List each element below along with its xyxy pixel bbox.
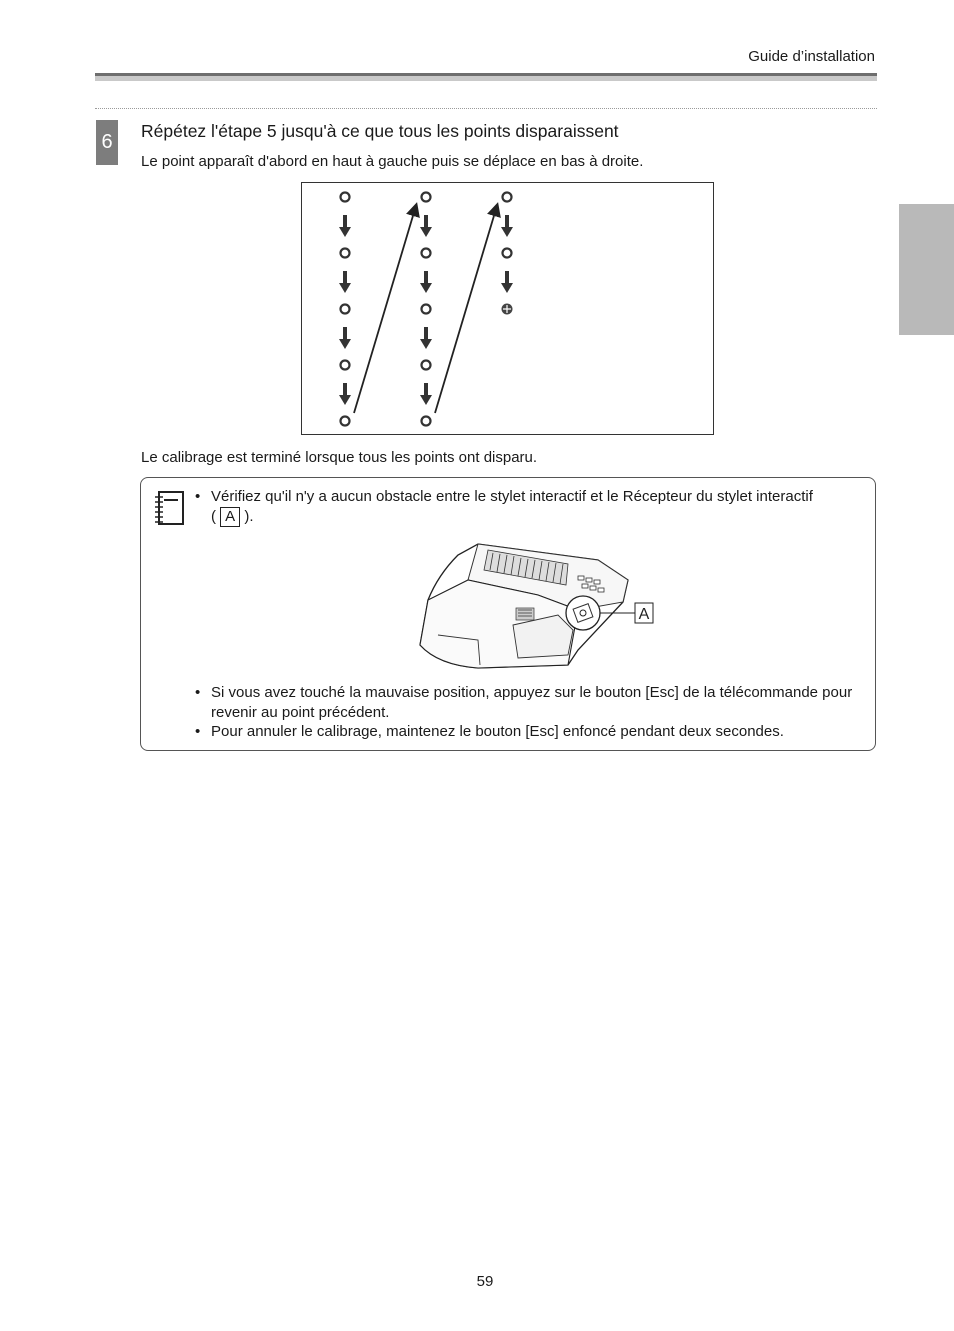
- down-arrow-icon: [501, 215, 513, 237]
- note-item-obstacle: • Vérifiez qu'il n'y a aucun obstacle entre le stylet interactif et le Récepteur du stylet interactif ( A ).: [195, 488, 813, 525]
- column-3-points: [502, 193, 513, 315]
- down-arrow-icon: [339, 383, 351, 405]
- down-arrow-icon: [501, 271, 513, 293]
- note-item-wrong-position: [195, 683, 871, 723]
- note-box: [140, 477, 876, 751]
- calibration-point: [341, 193, 350, 202]
- note-item-cancel: [195, 722, 871, 742]
- bullet: •: [195, 488, 201, 505]
- down-arrow-icon: [339, 327, 351, 349]
- calibration-point: [422, 249, 431, 258]
- calibration-point: [422, 193, 431, 202]
- calibration-point: [422, 417, 431, 426]
- down-arrow-icon: [420, 327, 432, 349]
- step-description: Le point apparaît d'abord en haut à gauche puis se déplace en bas à droite.: [141, 153, 644, 170]
- note-item-text: Pour annuler le calibrage, maintenez le bouton [Esc] enfoncé pendant deux secondes.: [211, 723, 784, 740]
- calibration-point: [341, 249, 350, 258]
- projector-illustration: [418, 540, 658, 680]
- calibration-point: [422, 361, 431, 370]
- step-title: Répétez l'étape 5 jusqu'à ce que tous les points disparaissent: [141, 121, 619, 141]
- calibration-point: [341, 361, 350, 370]
- down-arrow-icon: [339, 215, 351, 237]
- diagonal-arrow-icon: [354, 209, 415, 413]
- down-arrow-icon: [420, 383, 432, 405]
- notebook-icon: [153, 490, 185, 531]
- bullet: •: [195, 723, 201, 740]
- note-item-text: Vérifiez qu'il n'y a aucun obstacle entre le stylet interactif et le Récepteur du stylet interactif: [211, 488, 813, 505]
- completion-text: Le calibrage est terminé lorsque tous les points ont disparu.: [141, 449, 538, 466]
- note-item-text: Si vous avez touché la mauvaise position, appuyez sur le bouton [Esc] de la télécommande pour revenir au point précédent.: [211, 684, 853, 721]
- page-number: 59: [476, 1273, 494, 1290]
- calibration-point: [503, 193, 512, 202]
- step-number-badge: 6: [96, 120, 118, 165]
- calibration-point: [503, 249, 512, 258]
- label-a-box: A: [220, 507, 240, 527]
- calibration-points-figure: [301, 182, 714, 435]
- calibration-point: [422, 305, 431, 314]
- section-divider: [95, 108, 877, 109]
- diagonal-arrow-icon: [435, 209, 496, 413]
- figure-label-a: A: [638, 606, 650, 623]
- down-arrow-icon: [420, 215, 432, 237]
- calibration-point: [341, 417, 350, 426]
- side-thumb-tab: [899, 204, 954, 335]
- bullet: •: [195, 684, 201, 701]
- down-arrow-icon: [420, 271, 432, 293]
- header-title: Guide d’installation: [748, 48, 875, 65]
- calibration-point: [341, 305, 350, 314]
- header-rule: [95, 73, 877, 81]
- down-arrow-icon: [339, 271, 351, 293]
